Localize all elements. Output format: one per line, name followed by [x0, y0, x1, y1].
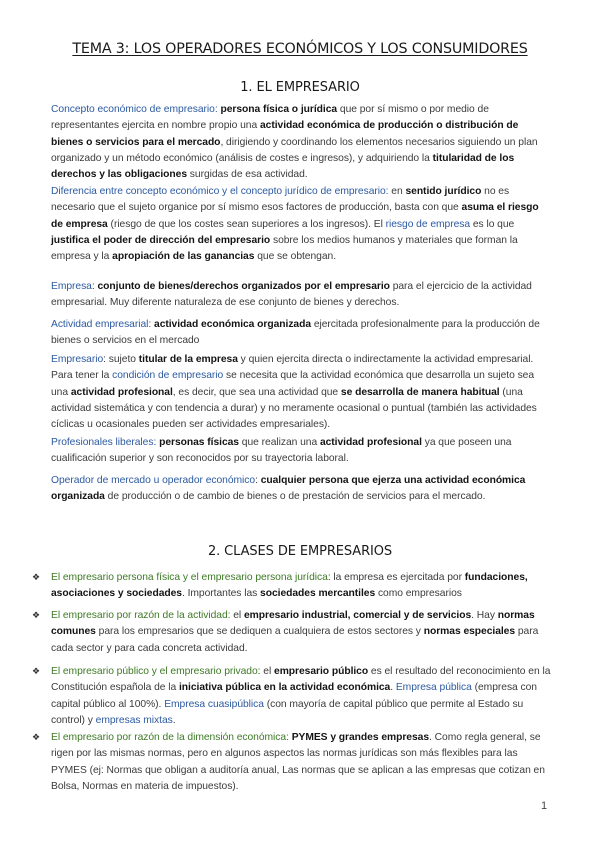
- bold-text: personas físicas: [159, 437, 239, 448]
- bold-text: asuma el riesgo de empresa: [51, 202, 539, 230]
- diamond-bullet-icon: ❖: [32, 573, 41, 583]
- text: , es decir, que sea una actividad que: [172, 386, 341, 398]
- term-label: Diferencia entre concepto económico y el concepto jurídico de empresario:: [51, 186, 389, 197]
- paragraph-operador-mercado: [51, 473, 551, 506]
- text: en: [388, 186, 406, 197]
- list-item-dimension-economica: [51, 730, 551, 795]
- term-label: Actividad empresarial:: [51, 319, 152, 330]
- bold-text: persona física o jurídica: [220, 104, 338, 115]
- paragraph-profesionales-liberales: [51, 435, 551, 468]
- text: :: [91, 281, 98, 292]
- highlighted-term: empresas mixtas: [95, 714, 173, 726]
- text: (una actividad sistemática y con tendencia a durar) y no meramente ocasional o puntual (también las actividades cíclicas u ocasionales pueden ser actividades empresariales).: [51, 386, 537, 431]
- highlighted-term: Empresa cuasipública: [164, 698, 264, 710]
- term-label: Profesionales liberales:: [51, 437, 157, 448]
- text: (empresa con capital público al 100%).: [51, 682, 537, 710]
- text: ejercitada profesionalmente para la producción de bienes o servicios en el mercado: [51, 319, 540, 347]
- text: que se obtengan.: [254, 251, 337, 263]
- text: : sujeto: [103, 354, 139, 365]
- highlighted-term: Empresa pública: [395, 682, 472, 694]
- bold-text: empresario público: [274, 666, 369, 677]
- paragraph-diferencia-conceptos: [51, 184, 551, 265]
- text: de producción o de cambio de bienes o de prestación de servicios para el mercado.: [104, 491, 486, 503]
- text: , dirigiendo y coordinando los elementos necesarios siguiendo un plan organizado y un método económico (análisis de costes e ingresos), y adquiriendo la: [51, 136, 538, 164]
- bold-text: iniciativa pública en la actividad económica: [178, 682, 391, 694]
- text: . Como regla general, se rigen por las mismas normas, pero en algunos aspectos las normas jurídicas son más flexibles para las PYMES (ej: Normas que obligan a auditoría anual, Las normas que se aplican a las empresas que cotizan en Bolsa, Normas en materia de impuestos).: [51, 732, 545, 792]
- text: (con mayoría de capital público que permite al Estado su control) y: [51, 698, 524, 726]
- text: el: [230, 610, 244, 621]
- list-item-razon-actividad: [51, 608, 551, 657]
- text: es lo que: [470, 218, 515, 230]
- bold-text: actividad profesional: [70, 386, 173, 398]
- text: .: [172, 714, 176, 726]
- bold-text: PYMES y grandes empresas: [291, 732, 430, 743]
- bold-text: actividad económica organizada: [154, 319, 312, 330]
- bold-text: fundaciones, asociaciones y sociedades: [51, 572, 528, 600]
- text: sobre los medios humanos y materiales que forman la empresa y la: [51, 234, 518, 263]
- paragraph-empresario: [51, 352, 551, 433]
- paragraph-empresa: [51, 279, 551, 312]
- text: se necesita que la actividad económica que desarrolla un sujeto sea una: [51, 370, 535, 398]
- bold-text: normas comunes: [51, 610, 535, 638]
- text: : el: [257, 666, 275, 677]
- term-label: El empresario por razón de la actividad:: [51, 610, 231, 621]
- text: ya que poseen una cualificación superior y son reconocidos por su trayectoria laboral.: [51, 437, 512, 465]
- paragraph-concepto-economico: [51, 102, 551, 183]
- text: . Importantes las: [181, 588, 261, 600]
- bold-text: sentido jurídico: [405, 186, 482, 197]
- text: que por sí mismo o por medio de representantes ejercita en nombre propio una: [51, 104, 489, 132]
- text: .: [390, 682, 396, 694]
- text: :: [255, 475, 261, 486]
- text: como empresarios: [375, 588, 462, 600]
- text: que realizan una: [238, 437, 320, 448]
- text: y quien ejercita directa o indirectamente la actividad empresarial. Para tener la: [51, 354, 534, 382]
- bold-text: actividad profesional: [319, 437, 422, 448]
- diamond-bullet-icon: ❖: [32, 611, 41, 621]
- bold-text: se desarrolla de manera habitual: [340, 386, 500, 398]
- term-label: Empresa: [51, 281, 92, 292]
- text: . Hay: [471, 610, 498, 621]
- page-number: 1: [541, 800, 548, 812]
- text: es el resultado del reconocimiento en la Constitución española de la: [51, 666, 551, 694]
- bold-text: titular de la empresa: [138, 354, 238, 365]
- bold-text: normas especiales: [423, 626, 516, 638]
- bold-text: apropiación de las ganancias: [112, 251, 255, 263]
- term-label: Operador de mercado u operador económico: [51, 475, 256, 486]
- text: surgidas de esa actividad.: [187, 169, 308, 181]
- bold-text: justifica el poder de dirección del empresario: [51, 234, 271, 246]
- bold-text: titularidad de los derechos y las obligaciones: [51, 152, 515, 181]
- bold-text: sociedades mercantiles: [260, 588, 376, 600]
- paragraph-actividad-empresarial: [51, 317, 551, 350]
- section-2-heading: 2. CLASES DE EMPRESARIOS: [207, 544, 393, 559]
- text: no es necesario que el sujeto organice por sí mismo esos factores de producción, basta con que: [51, 186, 510, 214]
- term-label: Empresario: [51, 354, 104, 365]
- bold-text: empresario industrial, comercial y de servicios: [243, 610, 472, 621]
- text: para cada sector y para cada concreta actividad.: [51, 626, 539, 654]
- text: para el ejercicio de la actividad empresarial. Muy diferente naturaleza de ese conjunto de bienes y derechos.: [51, 281, 532, 309]
- text: : la empresa es ejercitada por: [327, 572, 465, 583]
- text: para los empresarios que se dediquen a cualquiera de estos sectores y: [95, 626, 424, 638]
- bold-text: conjunto de bienes/derechos organizados por el empresario: [97, 281, 390, 292]
- list-item-persona-fisica-juridica: [51, 570, 551, 603]
- diamond-bullet-icon: ❖: [32, 667, 41, 677]
- term-label: El empresario por razón de la dimensión económica:: [51, 732, 289, 743]
- bold-text: cualquier persona que ejerza una actividad económica organizada: [51, 475, 526, 503]
- list-item-publico-privado: [51, 664, 551, 729]
- term-label: Concepto económico de empresario:: [51, 104, 218, 115]
- bold-text: actividad económica de producción o distribución de bienes o servicios para el mercado: [51, 120, 519, 148]
- document-title: TEMA 3: LOS OPERADORES ECONÓMICOS Y LOS CONSUMIDORES: [72, 41, 528, 57]
- diamond-bullet-icon: ❖: [32, 733, 41, 743]
- highlighted-term: condición de empresario: [112, 370, 224, 382]
- text: (riesgo de que los costes sean superiores a los ingresos). El: [107, 218, 386, 230]
- term-label: El empresario persona física y el empresario persona jurídica: [51, 572, 328, 583]
- highlighted-term: riesgo de empresa: [385, 218, 471, 230]
- term-label: El empresario público y el empresario privado: [51, 666, 258, 677]
- section-1-heading: 1. EL EMPRESARIO: [240, 80, 360, 95]
